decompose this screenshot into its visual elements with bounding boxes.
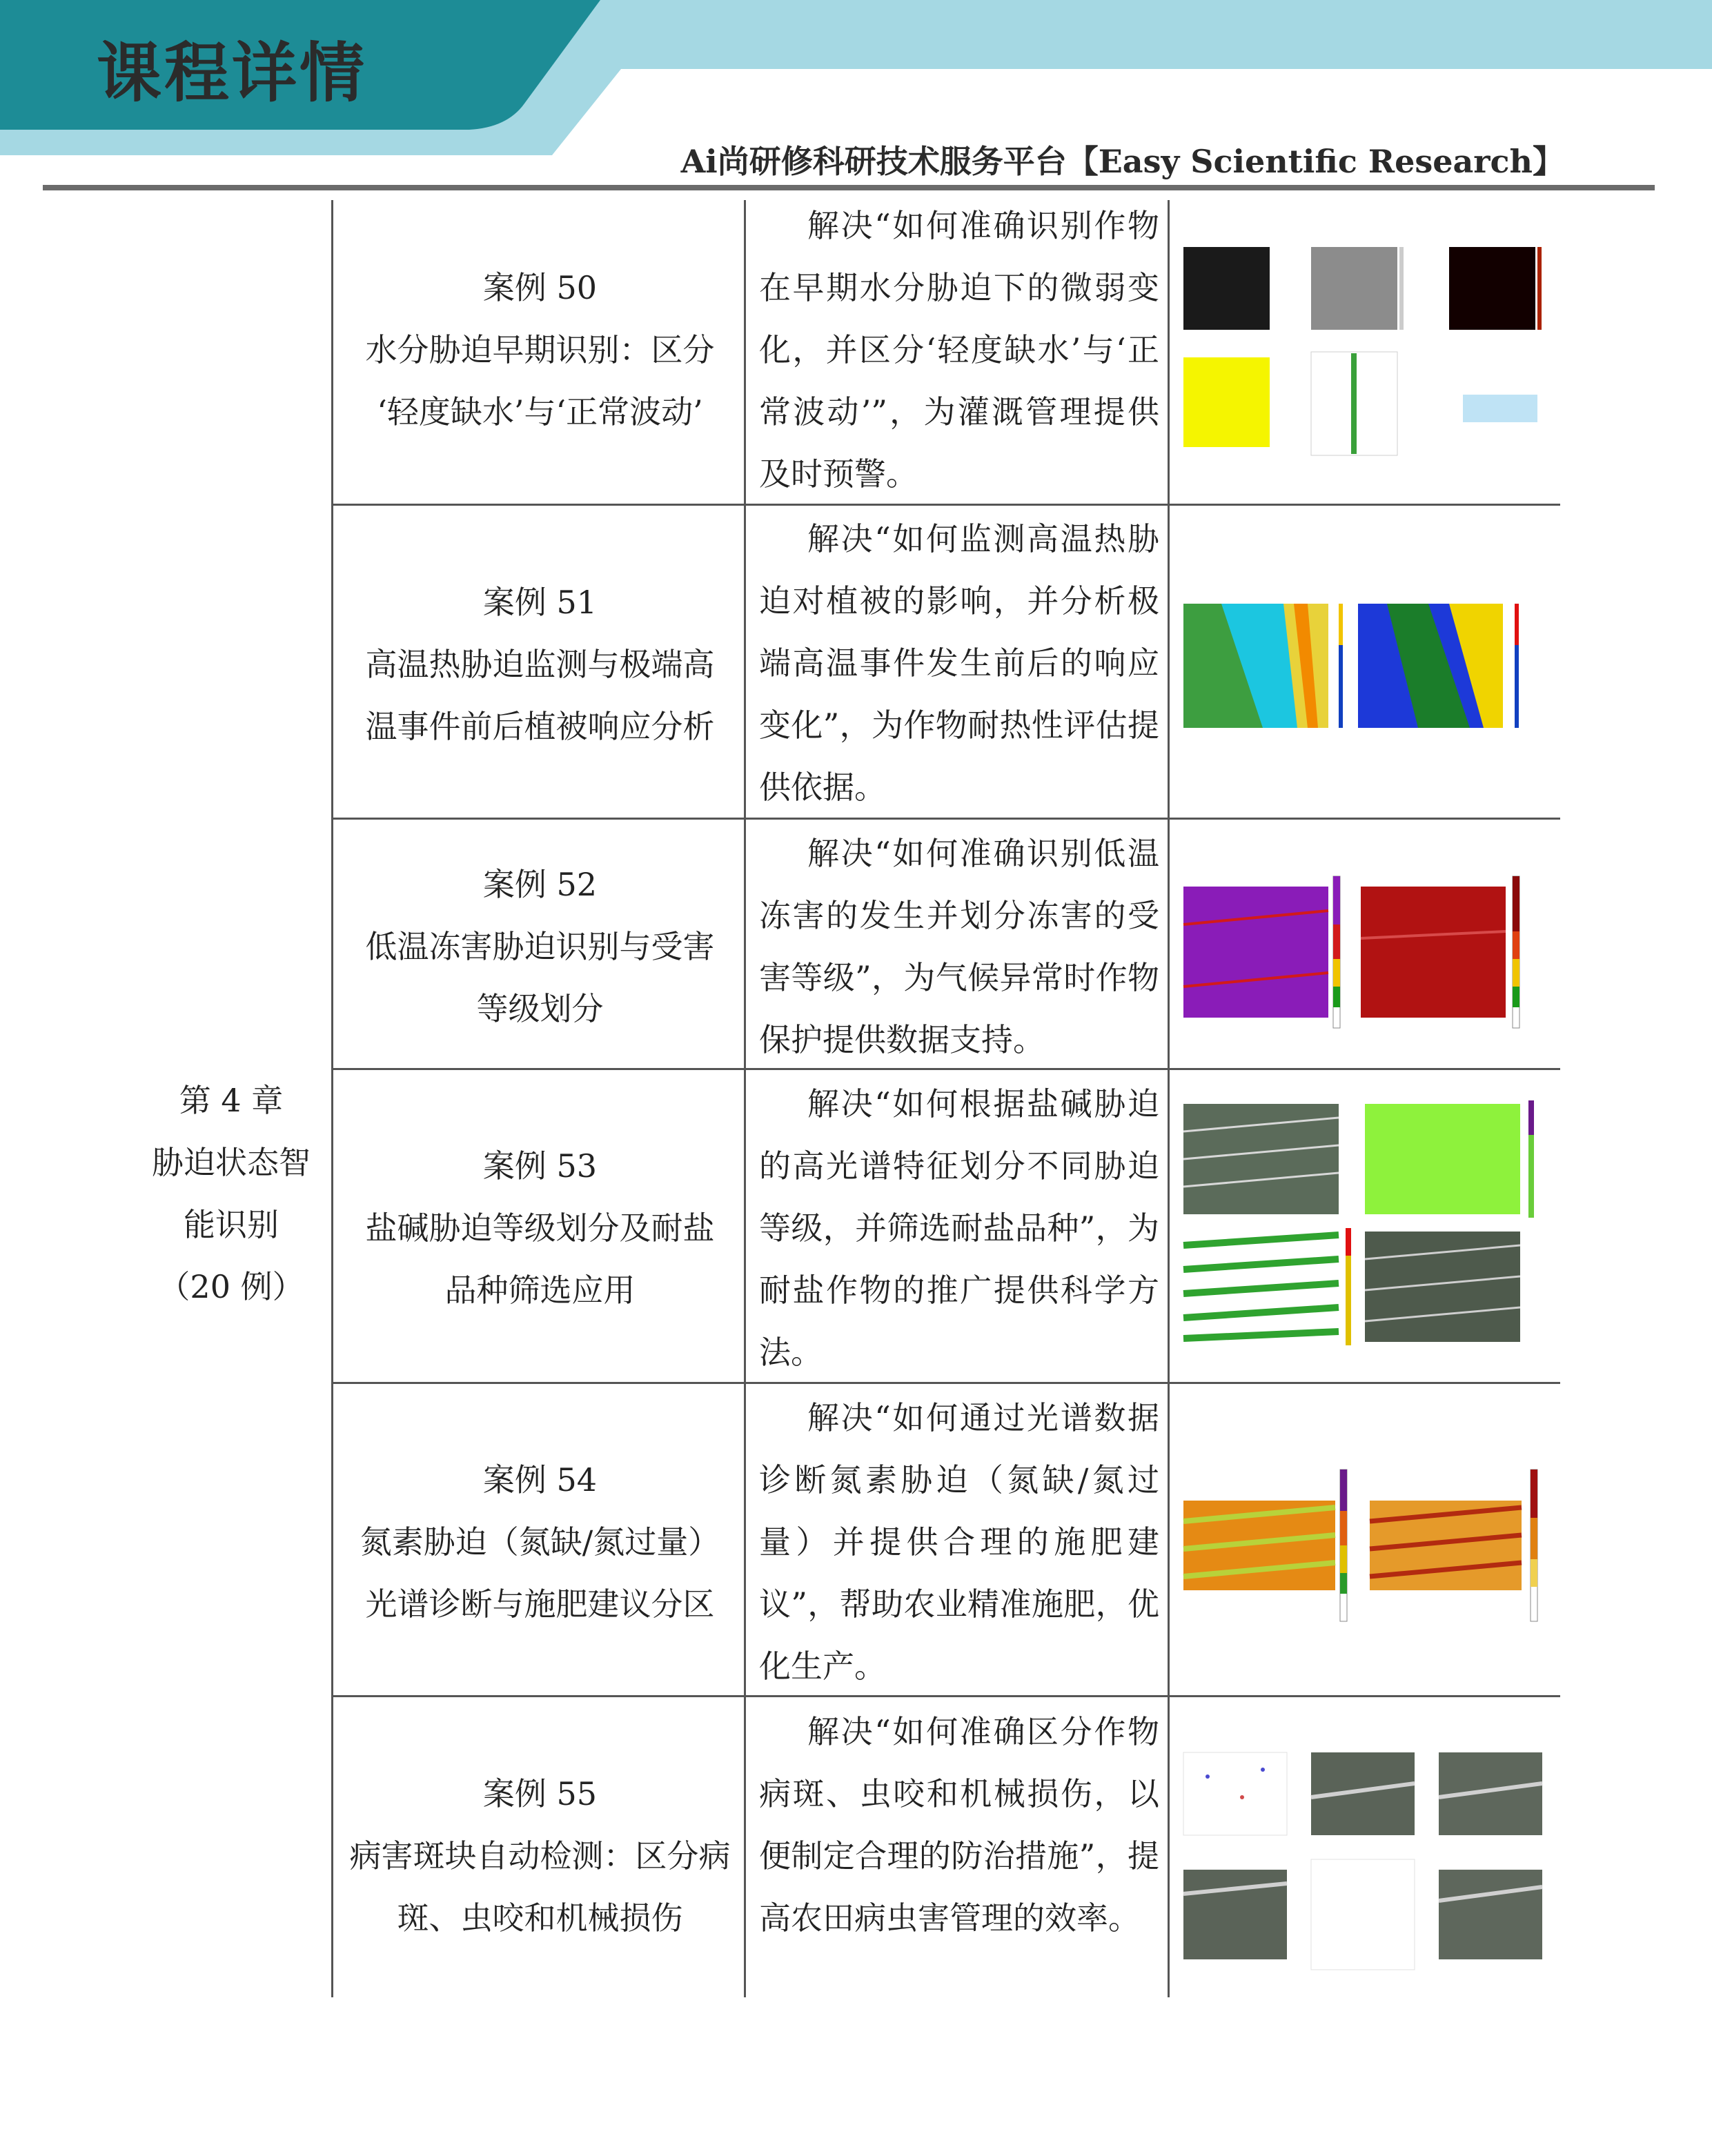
salinity-figure-icon [1180,1090,1546,1366]
case-description [759,1387,1159,1697]
case-title: 病害斑块自动检测：区分病 [349,1837,731,1875]
case-title-cell [335,1449,745,1635]
case-title: 品种筛选应用 [444,1272,636,1309]
case-title-cell [335,1135,745,1321]
case-title: 斑、虫咬和机械损伤 [397,1899,683,1937]
case-title-cell [335,853,745,1040]
heat-stress-figure-icon [1180,573,1546,752]
case-description [759,1701,1159,1949]
case-desc-text: 解决“如何通过光谱数据诊断氮素胁迫（氮缺/氮过量）并提供合理的施肥建议”，帮助农业精准施肥，优化生产。 [759,1399,1159,1685]
case-number: 案例 55 [482,1775,598,1812]
platform-name: Ai尚研修科研技术服务平台【Easy Scientific Research】 [680,143,1564,180]
case-title: 水分胁迫早期识别：区分 [365,331,715,368]
disease-spot-figure-icon [1180,1721,1546,1984]
case-title: 氮素胁迫（氮缺/氮过量） [360,1523,720,1561]
case-desc-text: 解决“如何准确识别低温冻害的发生并划分冻害的受害等级”，为气候异常时作物保护提供数据支持。 [759,835,1159,1058]
chapter-count: （20 例） [158,1268,304,1305]
case-title: 低温冻害胁迫识别与受害 [365,928,715,965]
case-number: 案例 52 [482,866,598,903]
nitrogen-figure-icon [1180,1445,1546,1639]
case-description [759,508,1159,818]
chapter-number: 第 4 章 [179,1082,284,1119]
case-title: 高温热胁迫监测与极端高 [365,646,715,683]
case-desc-text: 解决“如何监测高温热胁迫对植被的影响，并分析极端高温事件发生前后的响应变化”，为作物耐热性评估提供依据。 [759,520,1159,806]
case-title-cell [335,571,745,758]
case-description [759,822,1159,1071]
table-border-left [331,200,333,1997]
chapter-title: 胁迫状态智 [152,1144,311,1181]
case-title-cell [335,1763,745,1949]
table-border-right [1168,200,1170,1997]
case-description [759,1073,1159,1383]
case-title-cell [335,257,745,443]
chapter-cell [131,1069,331,1318]
case-number: 案例 54 [482,1461,598,1499]
table-border-mid [744,200,746,1997]
frost-damage-figure-icon [1180,856,1546,1049]
case-number: 案例 53 [482,1147,598,1185]
case-desc-text: 解决“如何准确区分作物病斑、虫咬和机械损伤，以便制定合理的防治措施”，提高农田病虫害管理的效率。 [759,1713,1159,1937]
case-title: 盐碱胁迫等级划分及耐盐 [365,1209,715,1247]
case-title: 光谱诊断与施肥建议分区 [365,1585,715,1623]
case-number: 案例 51 [482,584,598,621]
case-title: ‘轻度缺水’与‘正常波动’ [377,393,703,431]
chapter-title: 能识别 [184,1206,279,1243]
case-desc-text: 解决“如何准确识别作物在早期水分胁迫下的微弱变化，并区分‘轻度缺水’与‘正常波动’”，为灌溉管理提供及时预警。 [759,207,1159,493]
water-stress-figure-icon [1180,207,1546,469]
case-desc-text: 解决“如何根据盐碱胁迫的高光谱特征划分不同胁迫等级，并筛选耐盐品种”，为耐盐作物的推广提供科学方法。 [759,1085,1159,1371]
case-description [759,195,1159,505]
case-title: 温事件前后植被响应分析 [365,708,715,745]
case-number: 案例 50 [482,269,598,306]
header-rule [43,185,1655,190]
case-title: 等级划分 [476,990,604,1027]
page-title: 课程详情 [97,36,368,111]
